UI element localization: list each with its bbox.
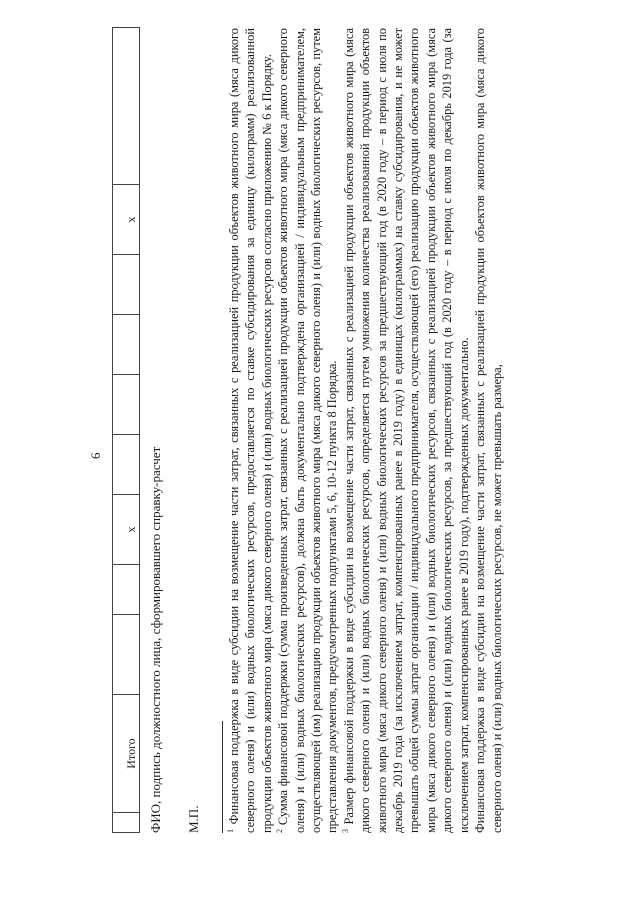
footnote-3 <box>341 28 472 833</box>
footnote-2 <box>275 28 341 833</box>
footnote-mark: 2 <box>275 829 285 833</box>
table-cell <box>113 375 140 435</box>
table-row-total <box>113 28 140 833</box>
footnote-continuation <box>472 28 505 833</box>
footnote-1 <box>226 28 275 833</box>
table-cell <box>113 28 140 185</box>
footnotes <box>226 28 505 833</box>
table-cell-x-mark: х <box>113 185 140 255</box>
table-cell-total-label: Итого <box>113 695 140 813</box>
page-number: 6 <box>88 452 103 459</box>
signature-caption: ФИО, подпись должностного лица, сформировавшего справку-расчет <box>148 446 163 833</box>
footnote-mark: 1 <box>226 829 235 833</box>
table-cell <box>113 813 140 833</box>
footnote-mark: 3 <box>340 829 350 833</box>
stamp-place-label: М.П. <box>186 805 201 833</box>
footnote-text: Размер финансовой поддержки в виде субсидии на возмещение части затрат, связанных с реализацией продукции объектов животного мира (мяса дикого северного оленя) и (или) водных биологических ресурсов, определяется путем умножения количества реализованной продукции объектов животного мира (мяса дикого северного оленя) и (или) водных биологических ресурсов за предшествующий год (в 2020 году – в период с июля по декабрь 2019 года (за исключением затрат, компенсированных ранее в 2019 году) в единицах (килограммах) на ставку субсидирования, и не может превышать общей суммы затрат организации / индивидуального предпринимателя, осуществляющей (его) реализацию продукции объектов животного мира (мяса дикого северного оленя) и (или) водных биологических ресурсов, связанных с реализацией продукции объектов животного мира (мяса дикого северного оленя) и (или) водных биологических ресурсов, за предшествующий год (в 2020 году – в период с июля по декабрь 2019 года (за исключением затрат, компенсированных ранее в 2019 году), подтвержденных документально. <box>341 28 471 833</box>
table-cell <box>113 255 140 315</box>
table-cell <box>113 565 140 615</box>
table-cell <box>113 315 140 375</box>
table-cell <box>113 615 140 695</box>
table-cell <box>113 435 140 495</box>
footnote-separator <box>222 721 223 833</box>
summary-table <box>112 27 140 833</box>
table-cell-x-mark: х <box>113 495 140 565</box>
footnote-text: Финансовая поддержка в виде субсидии на возмещение части затрат, связанных с реализацией продукции объектов животного мира (мяса дикого северного оленя) и (или) водных биологических ресурсов, не может превышать размера, <box>473 28 504 833</box>
footnote-text: Сумма финансовой поддержки (сумма произведенных затрат, связанных с реализацией продукции объектов животного мира (мяса дикого северного оленя) и (или) водных биологических ресурсов), должна быть документально подтверждена организацией / индивидуальным предпринимателем, осуществляющей (им) реализацию продукции объектов животного мира (мяса дикого северного оленя) и (или) водных биологических ресурсов, путем представления документов, предусмотренных подпунктами 5, 6, 10-12 пункта 8 Порядка. <box>276 28 340 833</box>
footnote-text: Финансовая поддержка в виде субсидии на возмещение части затрат, связанных с реализацией продукции объектов животного мира (мяса дикого северного оленя) и (или) водных биологических ресурсов, предоставляется по ставке субсидирования за единицу (килограмм) реализованной продукции объектов животного мира (мяса дикого северного оленя) и (или) водных биологических ресурсов согласно приложению № 6 к Порядку. <box>227 28 274 833</box>
